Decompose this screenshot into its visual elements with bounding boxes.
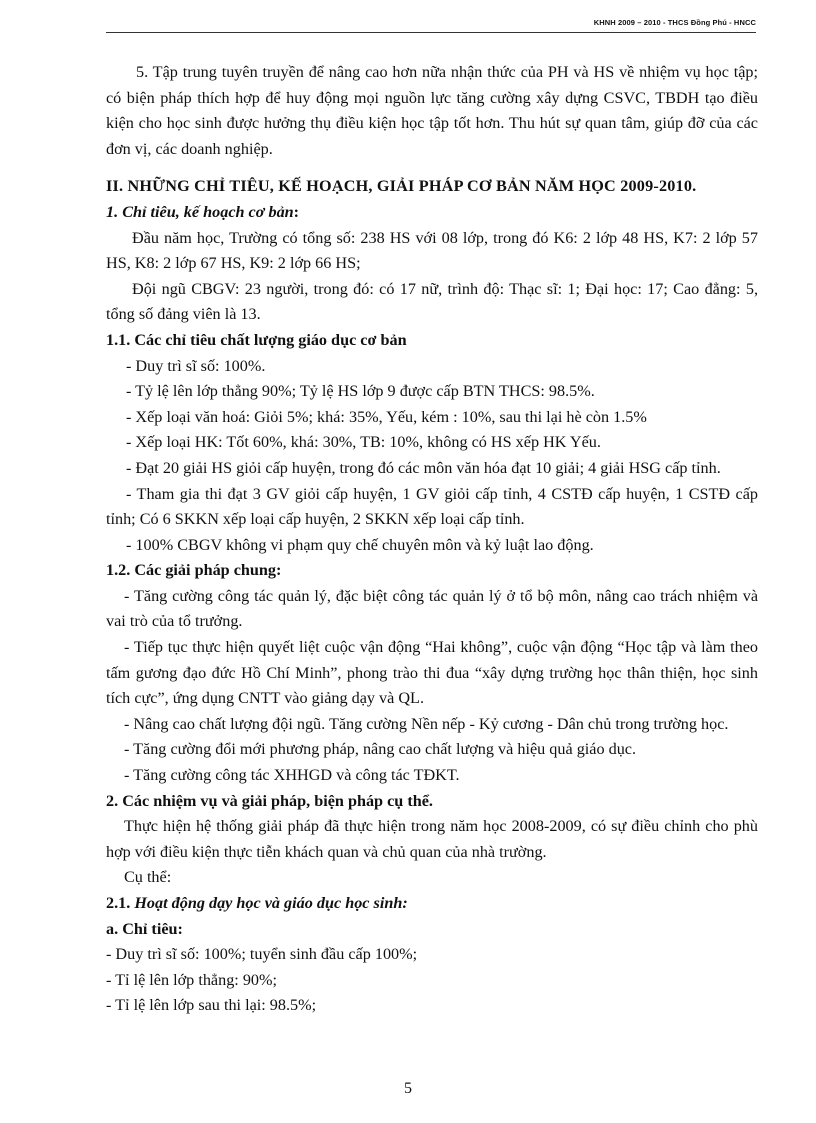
general-solution-item: - Tăng cường công tác XHHGD và công tác TĐKT. xyxy=(124,766,460,785)
quality-target-item: - Đạt 20 giải HS giỏi cấp huyện, trong đó các môn văn hóa đạt 10 giải; 4 giải HSG cấp tỉnh. xyxy=(126,458,721,477)
subsection-2-1-number: 2.1. xyxy=(106,894,135,912)
page-number: 5 xyxy=(404,1080,412,1097)
target-item: - Tỉ lệ lên lớp sau thi lại: 98.5%; xyxy=(106,996,317,1015)
header-text: KHNH 2009 – 2010 - THCS Đồng Phú - HNCC xyxy=(593,18,756,27)
school-stats-paragraph: Đầu năm học, Trường có tổng số: 238 HS với 08 lớp, trong đó K6: 2 lớp 48 HS, K7: 2 lớp 57 HS, K8: 2 lớp 67 HS, K9: 2 lớp 66 HS; xyxy=(106,228,758,273)
quality-target-item: - Xếp loại HK: Tốt 60%, khá: 30%, TB: 10%, không có HS xếp HK Yếu. xyxy=(126,433,601,452)
general-solution-item: - Tăng cường công tác quản lý, đặc biệt công tác quản lý ở tổ bộ môn, nâng cao trách nhiệm và vai trò của tổ trưởng. xyxy=(106,586,758,631)
subsection-1-title xyxy=(106,200,758,226)
quality-target-item: - Xếp loại văn hoá: Giỏi 5%; khá: 35%, Yếu, kém : 10%, sau thi lại hè còn 1.5% xyxy=(126,407,647,426)
target-item: - Tỉ lệ lên lớp thẳng: 90%; xyxy=(106,970,278,989)
general-solution-item: - Nâng cao chất lượng đội ngũ. Tăng cường Nền nếp - Kỷ cương - Dân chủ trong trường học. xyxy=(124,714,729,733)
running-header xyxy=(106,18,756,33)
subsection-2-paragraph: Thực hiện hệ thống giải pháp đã thực hiện trong năm học 2008-2009, có sự điều chỉnh cho phù hợp với điều kiện thực tiễn khách quan và chủ quan của nhà trường. xyxy=(106,817,758,861)
intro-item-5: 5. Tập trung tuyên truyền để nâng cao hơn nữa nhận thức của PH và HS về nhiệm vụ học tập; có biện pháp thích hợp để huy động mọi nguồn lực tăng cường xây dựng CSVC, TBDH tạo điều kiện cho học sinh được hưởng thụ điều kiện học tập tốt hơn. Thu hút sự quan tâm, giúp đỡ của các đơn vị, các doanh nghiệp. xyxy=(106,63,758,158)
general-solution-item: - Tăng cường đổi mới phương pháp, nâng cao chất lượng và hiệu quả giáo dục. xyxy=(124,740,637,759)
subsection-1-title-colon: : xyxy=(293,202,300,221)
quality-target-item: - 100% CBGV không vi phạm quy chế chuyên môn và kỷ luật lao động. xyxy=(126,535,594,554)
section-2-title: II. NHỮNG CHỈ TIÊU, KẾ HOẠCH, GIẢI PHÁP CƠ BẢN NĂM HỌC 2009-2010. xyxy=(106,177,697,196)
quality-target-item: - Duy trì sĩ số: 100%. xyxy=(126,356,266,375)
target-item: - Duy trì sĩ số: 100%; tuyển sinh đầu cấp 100%; xyxy=(106,945,418,964)
subsection-1-title-text: 1. Chỉ tiêu, kế hoạch cơ bản xyxy=(106,202,294,221)
subsection-1-2-title: 1.2. Các giải pháp chung: xyxy=(106,561,282,580)
subsection-2-specifics: Cụ thể: xyxy=(124,868,172,887)
page-content xyxy=(106,60,758,1019)
targets-title: a. Chỉ tiêu: xyxy=(106,919,183,938)
subsection-1-1-title: 1.1. Các chỉ tiêu chất lượng giáo dục cơ bản xyxy=(106,330,407,349)
staff-stats-paragraph: Đội ngũ CBGV: 23 người, trong đó: có 17 nữ, trình độ: Thạc sĩ: 1; Đại học: 17; Cao đẳng: 5, tổng số đảng viên là 13. xyxy=(106,279,758,324)
quality-target-item: - Tham gia thi đạt 3 GV giỏi cấp huyện, 1 GV giỏi cấp tỉnh, 4 CSTĐ cấp huyện, 1 CSTĐ cấp tỉnh; Có 6 SKKN xếp loại cấp huyện, 2 SKKN xếp loại cấp tỉnh. xyxy=(106,484,758,529)
general-solution-item: - Tiếp tục thực hiện quyết liệt cuộc vận động “Hai không”, cuộc vận động “Học tập và làm theo tấm gương đạo đức Hồ Chí Minh”, phong trào thi đua “xây dựng trường học thân thiện, học sinh tích cực”, ứng dụng CNTT vào giảng dạy và QL. xyxy=(106,638,758,708)
subsection-2-1-title xyxy=(106,891,758,917)
quality-target-item: - Tỷ lệ lên lớp thẳng 90%; Tỷ lệ HS lớp 9 được cấp BTN THCS: 98.5%. xyxy=(126,382,595,401)
subsection-2-title: 2. Các nhiệm vụ và giải pháp, biện pháp cụ thể. xyxy=(106,791,433,810)
subsection-2-1-title-text: Hoạt động dạy học và giáo dục học sinh: xyxy=(134,894,408,912)
